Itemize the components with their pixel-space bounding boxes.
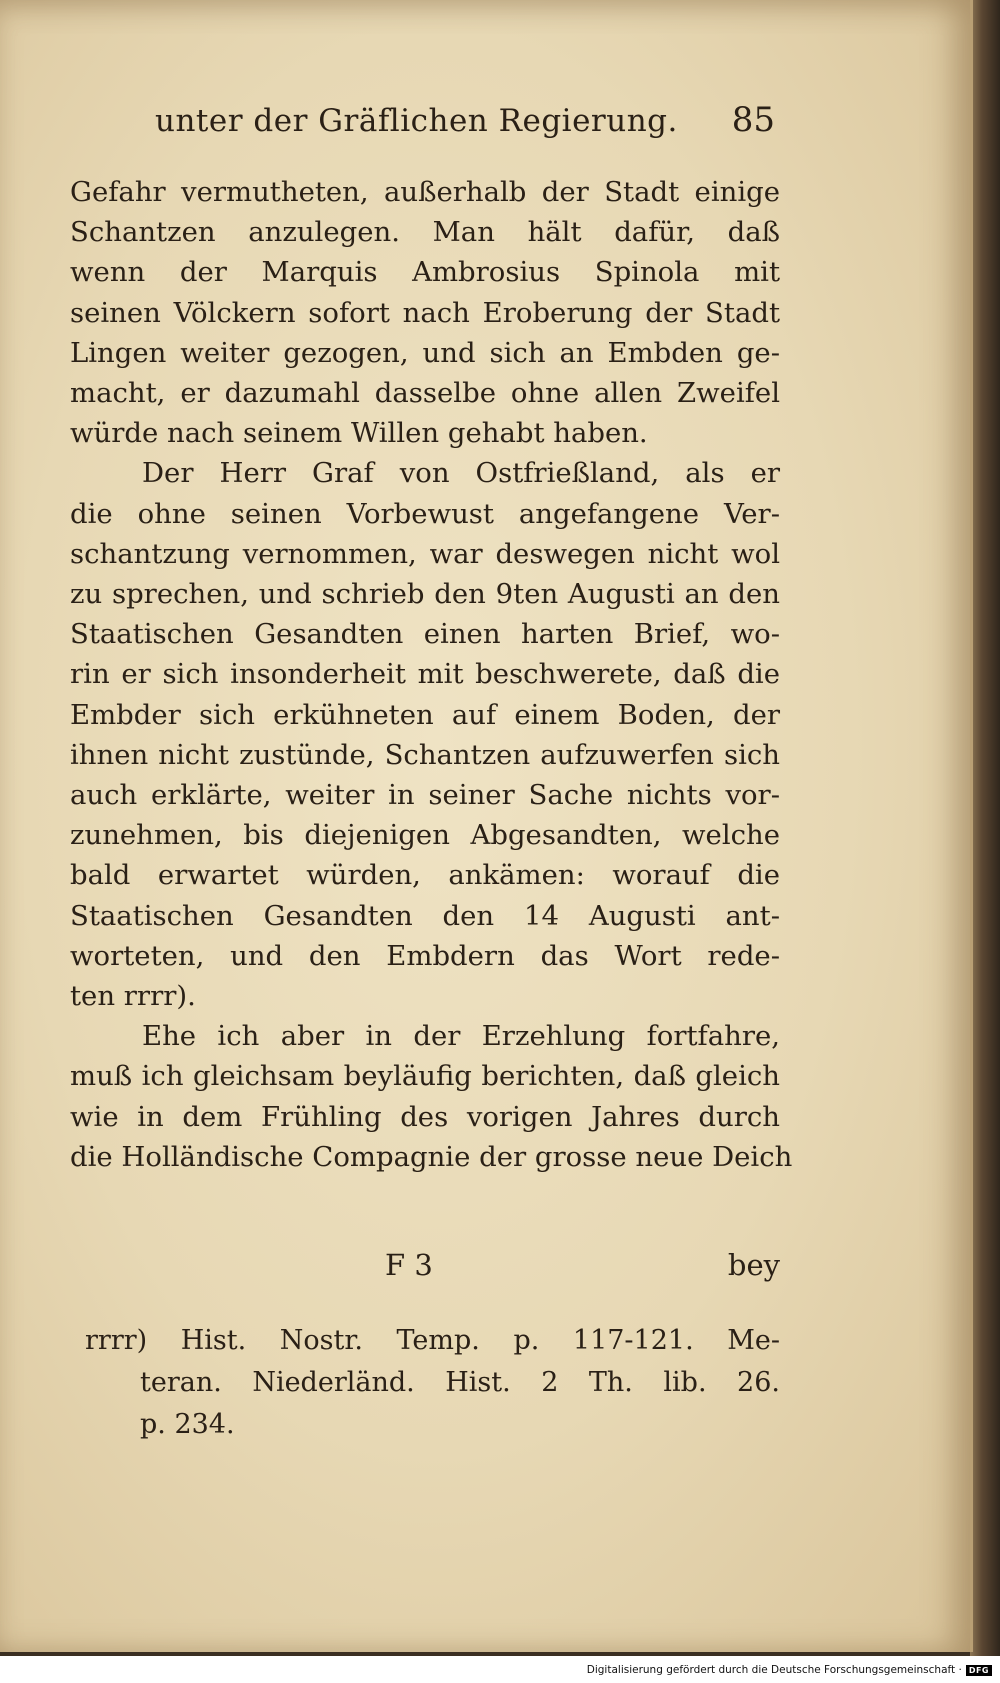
footnote-line: p. 234.	[140, 1409, 235, 1440]
text-line: Der Herr Graf von Ostfrießland, als er	[142, 457, 780, 490]
footnote-line: rrrr) Hist. Nostr. Temp. p. 117-121. Me-	[85, 1325, 780, 1356]
text-line: Staatischen Gesandten den 14 Augusti ant-	[70, 899, 780, 932]
text-line: auch erklärte, weiter in seiner Sache nichts vor-	[70, 779, 780, 812]
footnote	[85, 1320, 780, 1446]
text-line: zu sprechen, und schrieb den 9ten Augusti an den	[70, 578, 780, 611]
credit-text: Digitalisierung gefördert durch die Deutsche Forschungsgemeinschaft ·	[586, 1664, 962, 1676]
text-line: Schantzen anzulegen. Man hält dafür, daß	[70, 216, 780, 249]
text-line: worteten, und den Embdern das Wort rede-	[70, 939, 780, 972]
book-edge	[970, 0, 1000, 1656]
catchword: bey	[727, 1248, 780, 1282]
text-line: seinen Völckern sofort nach Eroberung der Stadt	[70, 296, 780, 329]
body-text	[70, 172, 793, 1177]
text-line: Ehe ich aber in der Erzehlung fortfahre,	[142, 1020, 780, 1053]
page-number: 85	[731, 100, 775, 140]
running-title: unter der Gräflichen Regierung.	[155, 103, 678, 139]
page-header	[155, 100, 775, 140]
text-line: Gefahr vermutheten, außerhalb der Stadt einige	[70, 176, 780, 208]
text-line: ten rrrr).	[70, 980, 196, 1013]
text-line: wie in dem Frühling des vorigen Jahres durch	[70, 1100, 780, 1133]
footnote-line: teran. Niederländ. Hist. 2 Th. lib. 26.	[140, 1367, 780, 1398]
text-line: schantzung vernommen, war deswegen nicht wol	[70, 537, 780, 570]
text-line: muß ich gleichsam beyläufig berichten, daß gleich	[70, 1060, 780, 1093]
text-line: rin er sich insonderheit mit beschwerete, daß die	[70, 658, 780, 691]
digitization-credit	[587, 1664, 992, 1676]
text-line: würde nach seinem Willen gehabt haben.	[70, 417, 648, 450]
text-line: wenn der Marquis Ambrosius Spinola mit	[70, 256, 780, 289]
text-line: zunehmen, bis diejenigen Abgesandten, welche	[70, 819, 780, 852]
text-line: ihnen nicht zustünde, Schantzen aufzuwerfen sich	[70, 738, 780, 771]
dfg-logo-icon: DFG	[966, 1665, 992, 1676]
text-line: Staatischen Gesandten einen harten Brief, wo-	[70, 618, 780, 651]
text-line: Lingen weiter gezogen, und sich an Embden ge-	[70, 336, 780, 369]
text-line: macht, er dazumahl dasselbe ohne allen Zweifel	[70, 377, 780, 410]
text-line: die Holländische Compagnie der grosse neue Deich	[70, 1140, 793, 1173]
text-line: bald erwartet würden, ankämen: worauf die	[70, 859, 780, 892]
text-line: die ohne seinen Vorbewust angefangene Ver-	[70, 497, 780, 530]
signature-mark: F 3	[385, 1248, 433, 1282]
text-line: Embder sich erkühneten auf einem Boden, der	[70, 698, 780, 731]
signature-row	[70, 1248, 780, 1288]
